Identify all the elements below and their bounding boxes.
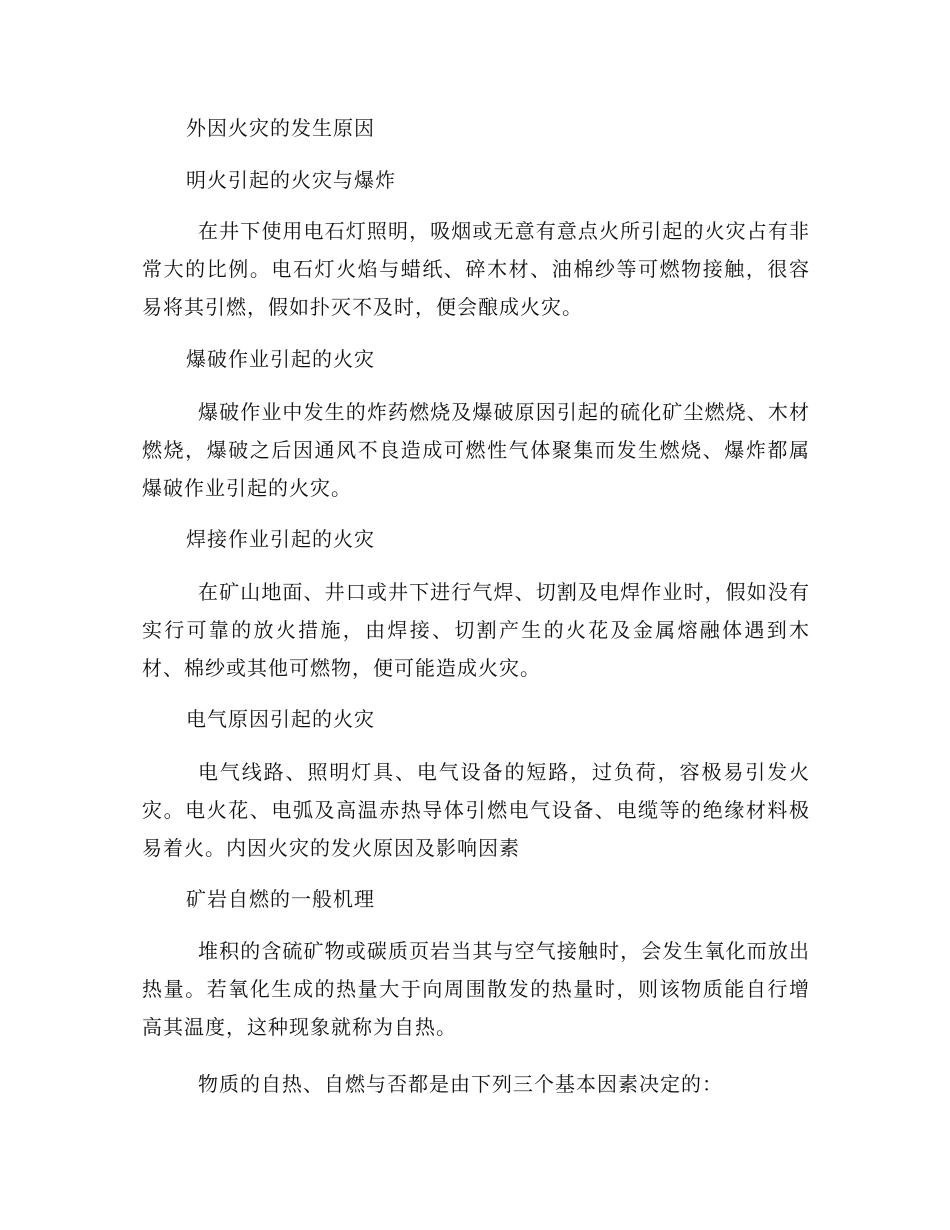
paragraph: 在矿山地面、井口或井下进行气焊、切割及电焊作业时，假如没有实行可靠的放火措施，由焊接、切割产生的火花及金属熔融体遇到木材、棉纱或其他可燃物，便可能造成火灾。 [142,580,810,680]
section-heading: 矿岩自燃的一般机理 [186,887,375,911]
paragraph: 电气线路、照明灯具、电气设备的短路，过负荷，容极易引发火灾。电火花、电弧及高温赤热导体引燃电气设备、电缆等的绝缘材料极易着火。内因火灾的发火原因及影响因素 [142,760,810,860]
section-heading: 明火引起的火灾与爆炸 [186,168,396,192]
section-heading: 外因火灾的发生原因 [186,116,375,140]
section-heading: 电气原因引起的火灾 [186,707,375,731]
paragraph: 物质的自热、自燃与否都是由下列三个基本因素决定的： [198,1072,723,1096]
paragraph: 爆破作业中发生的炸药燃烧及爆破原因引起的硫化矿尘燃烧、木材燃烧，爆破之后因通风不良造成可燃性气体聚集而发生燃烧、爆炸都属爆破作业引起的火灾。 [142,400,810,500]
paragraph: 在井下使用电石灯照明，吸烟或无意有意点火所引起的火灾占有非常大的比例。电石灯火焰与蜡纸、碎木材、油棉纱等可燃物接触，很容易将其引燃，假如扑灭不及时，便会酿成火灾。 [142,219,810,319]
paragraph: 堆积的含硫矿物或碳质页岩当其与空气接触时，会发生氧化而放出热量。若氧化生成的热量大于向周围散发的热量时，则该物质能自行增高其温度，这种现象就称为自热。 [142,939,810,1039]
section-heading: 爆破作业引起的火灾 [186,347,375,371]
section-heading: 焊接作业引起的火灾 [186,527,375,551]
